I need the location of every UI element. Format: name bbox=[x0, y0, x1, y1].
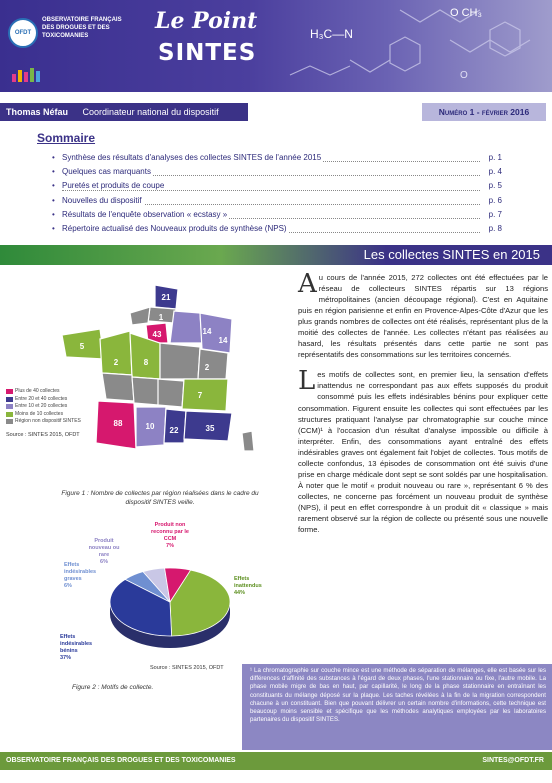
map-value: 88 bbox=[113, 419, 123, 428]
author-block bbox=[0, 103, 248, 135]
toc-page: p. 7 bbox=[487, 208, 502, 222]
map-value: 22 bbox=[169, 426, 179, 435]
map-value: 35 bbox=[205, 424, 215, 433]
motifs-pie-chart bbox=[58, 520, 278, 670]
map-legend bbox=[6, 388, 116, 426]
region-franche-comte bbox=[198, 349, 228, 379]
pie-label: CCM bbox=[163, 536, 177, 542]
pie-label: indésirables bbox=[64, 569, 97, 575]
toc-label: Quelques cas marquants bbox=[62, 167, 151, 177]
toc-item[interactable] bbox=[62, 194, 502, 208]
ofdt-logo bbox=[8, 10, 128, 56]
pie-label: Effets bbox=[234, 576, 250, 582]
toc-label: Résultats de l'enquête observation « ecstasy » bbox=[62, 209, 228, 219]
author-role: Coordinateur national du dispositif SINTES bbox=[6, 107, 219, 135]
map-value: 14 bbox=[218, 336, 228, 345]
svg-text:O CH₃: O CH₃ bbox=[450, 7, 482, 19]
pie-label: 6% bbox=[100, 559, 108, 565]
footer-email[interactable]: SINTES@OFDT.FR bbox=[482, 757, 544, 764]
logo-abbr: OFDT bbox=[14, 30, 32, 36]
legend-item: Région non dispositif SINTES bbox=[6, 418, 116, 426]
toc-label: Nouvelles du dispositif bbox=[62, 195, 142, 205]
map-value: 14 bbox=[202, 327, 212, 336]
toc-page: p. 6 bbox=[487, 194, 502, 208]
pie-label: Produit non bbox=[154, 522, 186, 528]
pie-label: Effets bbox=[64, 562, 80, 568]
map-value: 5 bbox=[79, 342, 85, 351]
region-normandie-haute bbox=[130, 307, 150, 325]
title-le-point: Le Point bbox=[155, 8, 258, 34]
toc-item[interactable] bbox=[62, 179, 502, 193]
toc-item[interactable] bbox=[62, 151, 502, 165]
legend-item: Entre 10 et 20 collectes bbox=[6, 403, 116, 411]
author-name: Thomas Néfau bbox=[6, 107, 69, 117]
map-value: 10 bbox=[145, 422, 155, 431]
toc-label: Répertoire actualisé des Nouveaux produits de synthèse (NPS) bbox=[62, 223, 287, 233]
pie-label: Effets bbox=[60, 634, 76, 640]
sommaire-title: Sommaire bbox=[37, 131, 96, 145]
molecule-label: H₃C—N bbox=[310, 27, 353, 41]
pie-label: inattendus bbox=[234, 583, 262, 589]
pie-label: 37% bbox=[60, 655, 72, 661]
logo-text: OBSERVATOIRE FRANÇAIS DES DROGUES ET DES TOXICOMANIES bbox=[42, 17, 122, 39]
logo-bars-icon bbox=[12, 66, 52, 82]
pie-label: indésirables bbox=[60, 641, 93, 647]
dropcap-l: L bbox=[298, 366, 316, 397]
toc-item[interactable] bbox=[62, 165, 502, 179]
map-value: 21 bbox=[161, 293, 171, 302]
map-value: 1 bbox=[158, 313, 164, 322]
main-text-column bbox=[298, 269, 548, 544]
map-caption: Figure 1 : Nombre de collectes par région réalisées dans le cadre du dispositif SINTES veille. bbox=[61, 490, 259, 506]
map-value: 8 bbox=[143, 358, 149, 367]
region-rhone-alpes bbox=[182, 379, 228, 411]
issue-badge: Numéro 1 - février 2016 bbox=[422, 103, 546, 121]
svg-text:O: O bbox=[460, 70, 468, 81]
france-regions-map bbox=[60, 283, 260, 453]
paragraph-1: Au cours de l'année 2015, 272 collectes ont été effectuées par le réseau de collecteurs SINTES répartis sur 13 régions métropolitaines (ancien découpage régional). C'est en Aquitaine puis en région parisienne et enfin en Provence-Alpes-Côte d'Azur que les plus grands nombres de collectes ont été réalisés, représentant plus de la moitié des collectes de l'année. Les collectes n'étant pas réalisées au hasard, les résultats présentés dans cette partie ne sont pas représentatifs des consommations sur les territoires concernés. bbox=[298, 269, 548, 360]
title-sintes: SINTES bbox=[158, 40, 257, 66]
map-value: 43 bbox=[152, 330, 162, 339]
toc-label: Puretés et produits de coupe bbox=[62, 181, 165, 191]
toc-page: p. 8 bbox=[487, 222, 502, 236]
footnote-box: ¹ La chromatographie sur couche mince est une méthode de séparation de mélanges, elle est basée sur les différences d'affinité des substances à l'égard de deux phases, l'une stationnaire ou fixe, l'autre mobile. La phase mobile migre de bas en haut, par capillarité, le long de la phase stationnaire en entraînant les constituants du mélange déposé sur la plaque. Les taches révélées à la fin de la migration correspondent chacune à un constituant. Bien que pouvant délivrer un certain nombre d'informations, cette technique est beaucoup moins sensible et spécifique que les méthodes analytiques employées par les laboratoires partenaires du dispositif SINTES. bbox=[242, 664, 552, 750]
region-pays-loire bbox=[100, 331, 132, 375]
author-bar bbox=[0, 103, 552, 135]
map-value: 2 bbox=[204, 363, 210, 372]
pie-label: 44% bbox=[234, 590, 246, 596]
region-bourgogne bbox=[160, 343, 200, 379]
legend-item: Plus de 40 collectes bbox=[6, 388, 116, 396]
toc-item[interactable] bbox=[62, 222, 502, 236]
pie-label: bénins bbox=[60, 648, 78, 654]
pie-label: graves bbox=[64, 576, 82, 582]
region-auvergne bbox=[158, 379, 184, 407]
toc-page: p. 1 bbox=[487, 151, 502, 165]
region-corse bbox=[242, 431, 254, 451]
pie-label: nouveau ou bbox=[88, 545, 120, 551]
pie-label: 7% bbox=[166, 543, 174, 549]
footer-org: OBSERVATOIRE FRANÇAIS DES DROGUES ET DES TOXICOMANIES bbox=[6, 757, 236, 764]
toc-label: Synthèse des résultats d'analyses des collectes SINTES de l'année 2015 bbox=[62, 153, 322, 162]
pie-label: Produit bbox=[94, 538, 114, 544]
legend-item: Moins de 10 collectes bbox=[6, 411, 116, 419]
toc-page: p. 4 bbox=[487, 165, 502, 179]
toc-item[interactable] bbox=[62, 208, 502, 222]
map-value: 7 bbox=[197, 391, 203, 400]
pie-label: 6% bbox=[64, 583, 72, 589]
chart-source: Source : SINTES 2015, OFDT bbox=[150, 665, 224, 671]
table-of-contents bbox=[62, 151, 502, 236]
pie-label: rare bbox=[98, 552, 110, 558]
map-source: Source : SINTES 2015, OFDT bbox=[6, 432, 80, 438]
map-value: 2 bbox=[113, 358, 119, 367]
molecule-illustration bbox=[250, 0, 552, 92]
legend-item: Entre 20 et 40 collectes bbox=[6, 396, 116, 404]
region-champagne bbox=[170, 311, 202, 343]
chart-caption: Figure 2 : Motifs de collecte. bbox=[72, 684, 154, 691]
region-limousin bbox=[132, 377, 160, 405]
ofdt-logo-icon bbox=[8, 18, 38, 48]
section-title: Les collectes SINTES en 2015 bbox=[363, 247, 540, 262]
dropcap-a: A bbox=[298, 269, 317, 299]
page-header bbox=[0, 0, 552, 92]
section-band bbox=[0, 245, 552, 265]
toc-page: p. 5 bbox=[487, 179, 502, 193]
page-footer bbox=[0, 752, 552, 770]
pie-label: reconnu par le bbox=[151, 529, 189, 535]
paragraph-2: Les motifs de collectes sont, en premier lieu, la sensation d'effets inattendus ne correspondant pas aux effets supposés du produit consommé puis les effets indésirables bénins pour expliquer cette consommation. Figurent ensuite les collectes qui sont effectuées par les structures pratiquant l'analyse par chromatographie sur couche mince (CCM)¹ à l'occasion d'un résultat d'analyse impossible ou difficile à interpréter. Enfin, des consommations ayant entraîné des effets indésirables graves ont également fait l'objet de collectes. Tous motifs de collecte confondus, 13 épisodes de consommation ont été suivis d'une prise en charge médicale dont sept se sont soldés par une hospitalisation. À noter que le motif « produit nouveau ou rare », représentant 6 % des collectes, ne concerne pas forcément un nouveau produit de synthèse (NPS), il peut en effet correspondre à un produit dit « classique » mais rarement observé sur la région de collecte ou présenté sous une nouvelle forme. bbox=[298, 366, 548, 535]
